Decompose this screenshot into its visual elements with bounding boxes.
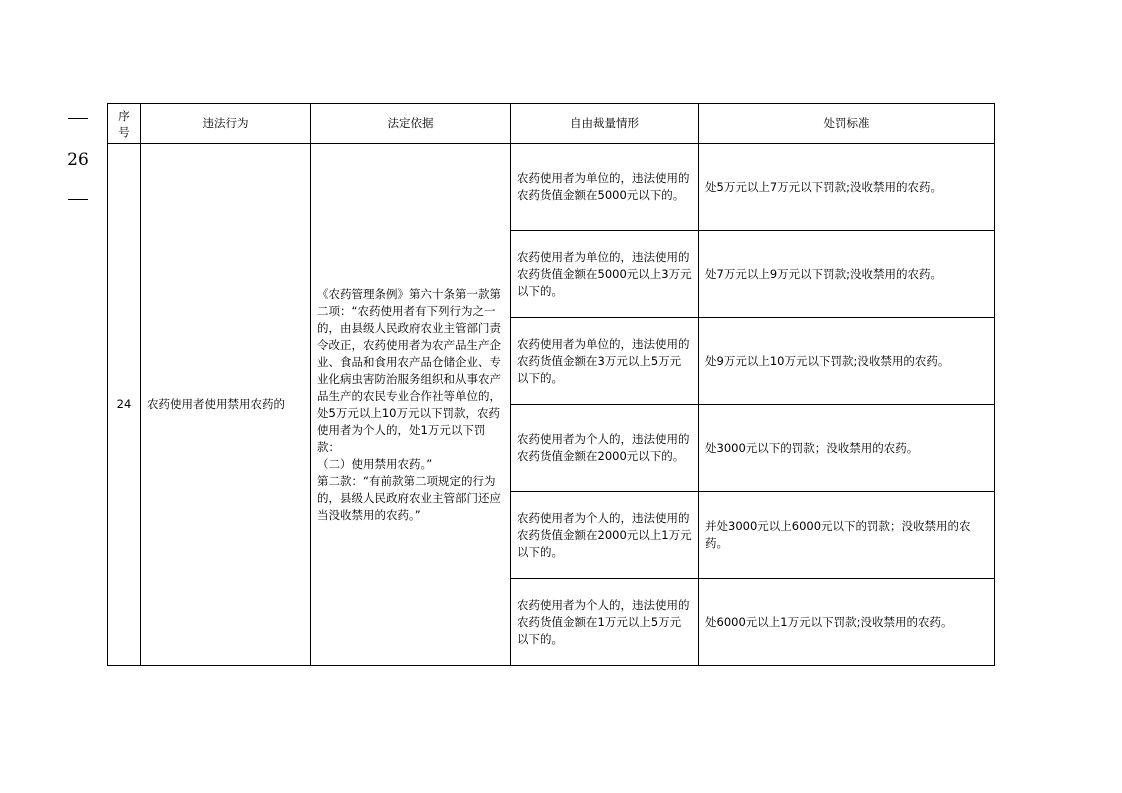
page-number-dash-bottom bbox=[68, 199, 88, 200]
header-behavior: 违法行为 bbox=[141, 104, 311, 144]
penalty-standard: 处5万元以上7万元以下罚款;没收禁用的农药。 bbox=[699, 144, 995, 231]
header-seq: 序号 bbox=[108, 104, 141, 144]
penalty-standard-table bbox=[107, 103, 995, 666]
penalty-standard: 并处3000元以上6000元以下的罚款；没收禁用的农药。 bbox=[699, 492, 995, 579]
page-number-dash-top bbox=[68, 118, 88, 119]
header-discretion: 自由裁量情形 bbox=[511, 104, 699, 144]
page-number bbox=[58, 118, 98, 200]
penalty-standard: 处3000元以下的罚款；没收禁用的农药。 bbox=[699, 405, 995, 492]
table-row bbox=[108, 144, 995, 231]
table-header-row bbox=[108, 104, 995, 144]
page-number-value: 26 bbox=[67, 150, 89, 170]
discretion-case: 农药使用者为个人的，违法使用的农药货值金额在2000元以下的。 bbox=[511, 405, 699, 492]
penalty-standard: 处6000元以上1万元以下罚款;没收禁用的农药。 bbox=[699, 579, 995, 666]
entry-seq: 24 bbox=[108, 144, 141, 666]
discretion-case: 农药使用者为个人的，违法使用的农药货值金额在1万元以上5万元以下的。 bbox=[511, 579, 699, 666]
entry-behavior: 农药使用者使用禁用农药的 bbox=[141, 144, 311, 666]
header-penalty: 处罚标准 bbox=[699, 104, 995, 144]
discretion-case: 农药使用者为个人的，违法使用的农药货值金额在2000元以上1万元以下的。 bbox=[511, 492, 699, 579]
penalty-standard: 处9万元以上10万元以下罚款;没收禁用的农药。 bbox=[699, 318, 995, 405]
discretion-case: 农药使用者为单位的，违法使用的农药货值金额在5000元以上3万元以下的。 bbox=[511, 231, 699, 318]
entry-legal-basis: 《农药管理条例》第六十条第一款第二项：“农药使用者有下列行为之一的，由县级人民政府农业主管部门责令改正，农药使用者为农产品生产企业、食品和食用农产品仓储企业、专业化病虫害防治服务组织和从事农产品生产的农民专业合作社等单位的，处5万元以上10万元以下罚款，农药使用者为个人的，处1万元以下罚款： （二）使用禁用农药。” 第二款：“有前款第二项规定的行为的，县级人民政府农业主管部门还应当没收禁用的农药。” bbox=[311, 144, 511, 666]
discretion-case: 农药使用者为单位的，违法使用的农药货值金额在5000元以下的。 bbox=[511, 144, 699, 231]
penalty-standard: 处7万元以上9万元以下罚款;没收禁用的农药。 bbox=[699, 231, 995, 318]
discretion-case: 农药使用者为单位的，违法使用的农药货值金额在3万元以上5万元以下的。 bbox=[511, 318, 699, 405]
header-basis: 法定依据 bbox=[311, 104, 511, 144]
